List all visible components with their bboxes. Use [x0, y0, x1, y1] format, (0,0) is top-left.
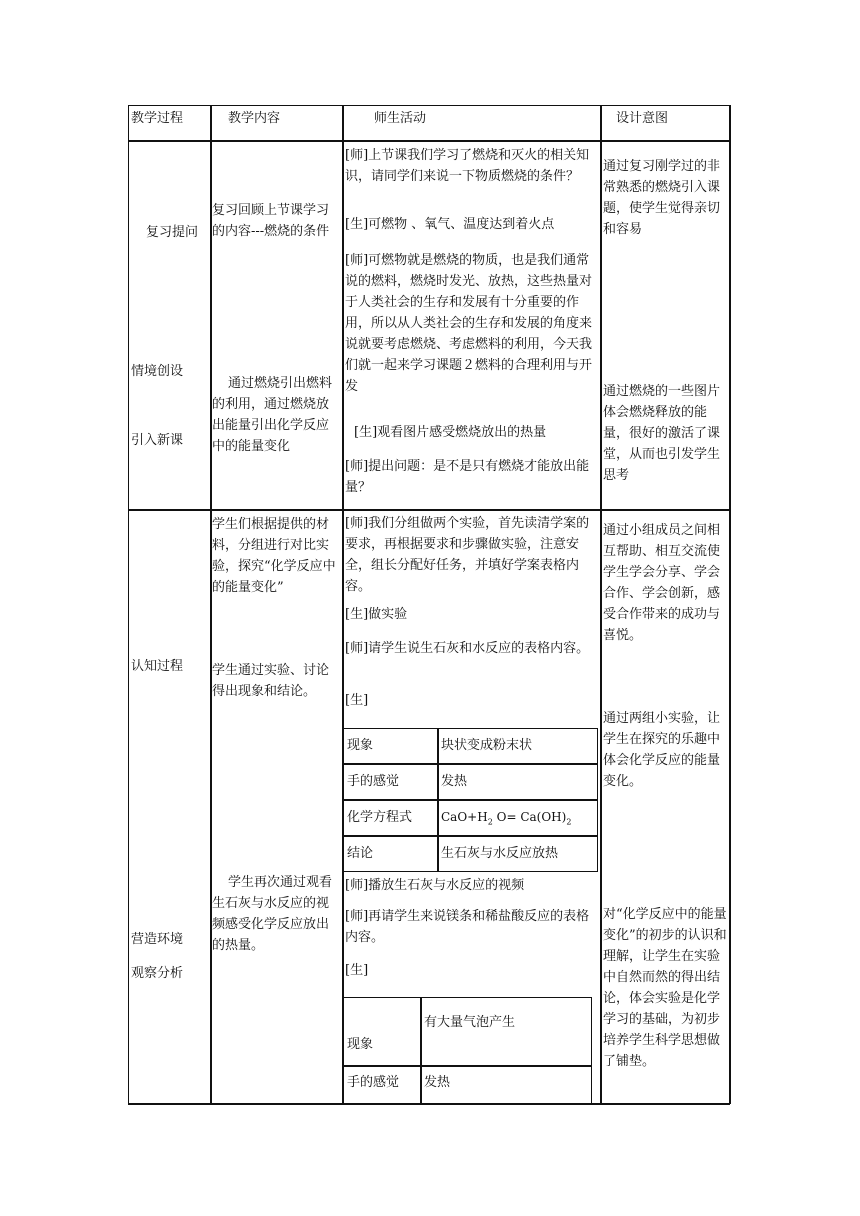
- table1-val-phenomenon: 块状变成粉末状: [441, 738, 533, 753]
- table-row: [420, 997, 592, 1067]
- row2-intent-experiments: 通过两组小实验，让学生在探究的乐趣中体会化学反应的能量变化。: [603, 711, 721, 789]
- table1-val-conclusion: 生石灰与水反应放热: [441, 846, 559, 861]
- equation-sub-1: 2: [487, 817, 493, 827]
- table2-key-phenomenon: 现象: [347, 1037, 374, 1052]
- row2-stage-environment: 营造环境: [131, 932, 184, 947]
- row2-stage-observe: 观察分析: [131, 966, 184, 981]
- table-row: [420, 1065, 592, 1104]
- row2-content-conclude: 学生通过实验、讨论得出现象和结论。: [212, 663, 330, 699]
- table-row: [343, 836, 439, 872]
- table1-key-conclusion: 结论: [347, 846, 374, 861]
- row2-intent-understanding: 对“化学反应中的能量变化”的初步的认识和理解，让学生在实验中自然而然的得出结论，体会实验是化学学习的基础，为初步培养学生科学思想做了铺垫。: [603, 907, 727, 1069]
- table-row: [343, 764, 439, 800]
- row1-activity-2: [生]可燃物 、氧气、温度达到着火点: [345, 217, 555, 232]
- table2-val-feel: 发热: [424, 1075, 451, 1090]
- equation-part-1: CaO+H: [441, 810, 488, 824]
- table1-key-feel: 手的感觉: [347, 774, 400, 789]
- table2-val-phenomenon: 有大量气泡产生: [424, 1015, 516, 1030]
- row2-activity-7: [生]: [345, 963, 369, 978]
- row2-activity-3: [师]请学生说生石灰和水反应的表格内容。: [345, 641, 590, 656]
- row1-intent-images: 通过燃烧的一些图片体会燃烧释放的能量，很好的激活了课堂，从而也引发学生思考: [603, 384, 721, 483]
- row2-activity-1: [师]我们分组做两个实验，首先读清学案的要求，再根据要求和步骤做实验，注意安全，组长分配好任务，并填好学案表格内容。: [345, 516, 590, 594]
- table-row: [343, 728, 439, 764]
- row1-activity-4: [生]观看图片感受燃烧放出的热量: [354, 425, 547, 440]
- table-row: [343, 997, 422, 1067]
- row1-bottom-border: [128, 509, 730, 511]
- row2-activity-5: [师]播放生石灰与水反应的视频: [345, 878, 525, 893]
- col-line-2: [342, 105, 344, 1104]
- header-intent: 设计意图: [616, 111, 669, 126]
- row2-activity-4: [生]: [345, 693, 369, 708]
- equation-part-2: O= Ca(OH): [492, 810, 567, 824]
- header-stage: 教学过程: [131, 111, 184, 126]
- row1-content-energy: 通过燃烧引出燃料的利用，通过燃烧放出能量引出化学反应中的能量变化: [212, 376, 333, 454]
- row2-activity-6: [师]再请学生来说镁条和稀盐酸反应的表格内容。: [345, 909, 590, 945]
- col-line-4: [729, 105, 731, 1104]
- row1-activity-1: [师]上节课我们学习了燃烧和灭火的相关知识，请同学们来说一下物质燃烧的条件？: [345, 148, 590, 184]
- table1-key-phenomenon: 现象: [347, 738, 374, 753]
- row1-stage-review: 复习提问: [146, 225, 199, 240]
- table-row: [437, 800, 598, 836]
- header-bottom-border: [128, 140, 730, 142]
- row2-intent-cooperation: 通过小组成员之间相互帮助、相互交流使学生学会分享、学会合作、学会创新，感受合作带来的成功与喜悦。: [603, 523, 721, 643]
- row2-activity-2: [生]做实验: [345, 607, 408, 622]
- header-activity: 师生活动: [374, 111, 427, 126]
- row1-content-review: 复习回顾上节课学习的内容---燃烧的条件: [212, 203, 330, 239]
- row1-activity-5: [师]提出问题：是不是只有燃烧才能放出能量？: [345, 459, 590, 495]
- table1-val-equation: [441, 807, 571, 832]
- table1-key-equation: 化学方程式: [347, 810, 413, 825]
- equation-sub-2: 2: [566, 817, 572, 827]
- row2-stage-cognition: 认知过程: [131, 659, 184, 674]
- row1-stage-scenario: 情境创设: [131, 364, 184, 379]
- table-row: [437, 728, 598, 764]
- col-line-0: [128, 105, 129, 1104]
- row2-content-experiment: 学生们根据提供的材料，分组进行对比实验，探究“化学反应中的能量变化”: [212, 517, 336, 595]
- row2-content-video: 学生再次通过观看生石灰与水反应的视频感受化学反应放出的热量。: [212, 875, 333, 953]
- table-row: [343, 800, 439, 836]
- row1-intent-review: 通过复习刚学过的非常熟悉的燃烧引入课题，使学生觉得亲切和容易: [603, 159, 721, 237]
- col-line-3: [600, 105, 602, 1104]
- table-row: [437, 836, 598, 872]
- table-row: [437, 764, 598, 800]
- table-top-border: [128, 105, 730, 106]
- table-row: [343, 1065, 422, 1104]
- table2-key-feel: 手的感觉: [347, 1075, 400, 1090]
- row1-activity-3: [师]可燃物就是燃烧的物质，也是我们通常说的燃料，燃烧时发光、放热，这些热量对于人类社会的生存和发展有十分重要的作用，所以从人类社会的生存和发展的角度来说就要考虑燃烧、考虑燃料的利用，今天我们就一起来学习课题２燃料的合理利用与开发: [345, 253, 593, 394]
- table1-val-feel: 发热: [441, 774, 468, 789]
- row1-stage-intro: 引入新课: [131, 433, 184, 448]
- header-content: 教学内容: [228, 111, 281, 126]
